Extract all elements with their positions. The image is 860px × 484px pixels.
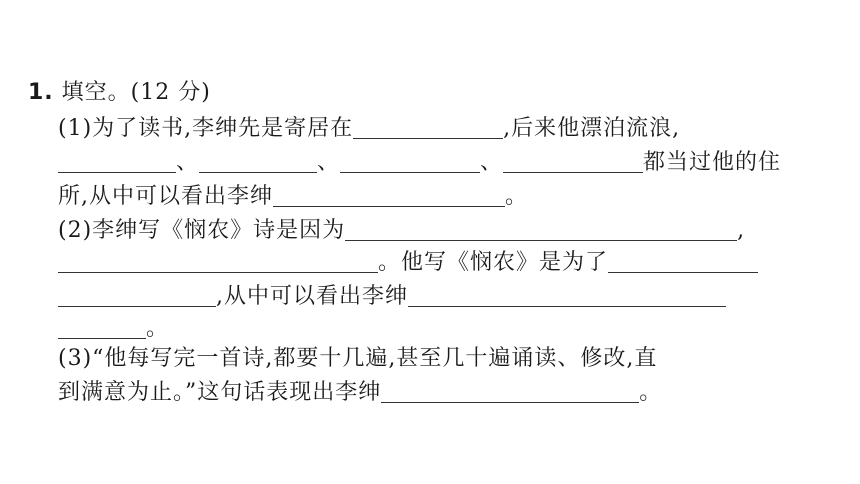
answer-blank[interactable] (58, 316, 146, 339)
part3-text: 到满意为止。”这句话表现出李绅 (58, 380, 382, 405)
question-number: 1. (28, 80, 54, 105)
part2-text: 。他写《悯农》是为了 (378, 250, 609, 275)
part2-line4 (58, 314, 169, 344)
question-header (28, 78, 211, 108)
answer-blank[interactable] (58, 150, 176, 173)
part1-text: ,后来他漂泊流浪, (503, 116, 681, 141)
part1-text: 都当过他的住 (643, 150, 782, 175)
separator: 、 (176, 150, 200, 175)
part1-text: 。 (505, 184, 529, 209)
part2-text: ,从中可以看出李绅 (216, 284, 408, 309)
answer-blank[interactable] (381, 380, 639, 403)
answer-blank[interactable] (608, 250, 758, 273)
answer-blank[interactable] (58, 250, 378, 273)
part3-line2 (58, 378, 662, 408)
part2-line2 (58, 248, 758, 278)
separator: 、 (317, 150, 341, 175)
answer-blank[interactable] (353, 116, 503, 139)
part2-text: (2)李绅写《悯农》诗是因为 (58, 218, 346, 243)
part1-line3 (58, 182, 528, 212)
answer-blank[interactable] (345, 218, 737, 241)
part2-line1 (58, 216, 745, 246)
question-title: 填空。(12 分) (61, 80, 211, 105)
answer-blank[interactable] (273, 184, 505, 207)
answer-blank[interactable] (58, 284, 216, 307)
separator: 、 (480, 150, 504, 175)
part3-text: (3)“他每写完一首诗,都要十几遍,甚至几十遍诵读、修改,直 (58, 346, 658, 371)
part2-line3 (58, 282, 726, 312)
part2-text: 。 (146, 316, 170, 341)
part2-text: , (737, 218, 746, 243)
answer-blank[interactable] (408, 284, 726, 307)
part3-text: 。 (639, 380, 663, 405)
part3-line1 (58, 344, 657, 374)
part1-line2 (58, 148, 781, 178)
part1-line1 (58, 114, 680, 144)
answer-blank[interactable] (503, 150, 643, 173)
answer-blank[interactable] (199, 150, 317, 173)
part1-text: 所,从中可以看出李绅 (58, 184, 273, 209)
answer-blank[interactable] (340, 150, 480, 173)
part1-text: (1)为了读书,李绅先是寄居在 (58, 116, 354, 141)
